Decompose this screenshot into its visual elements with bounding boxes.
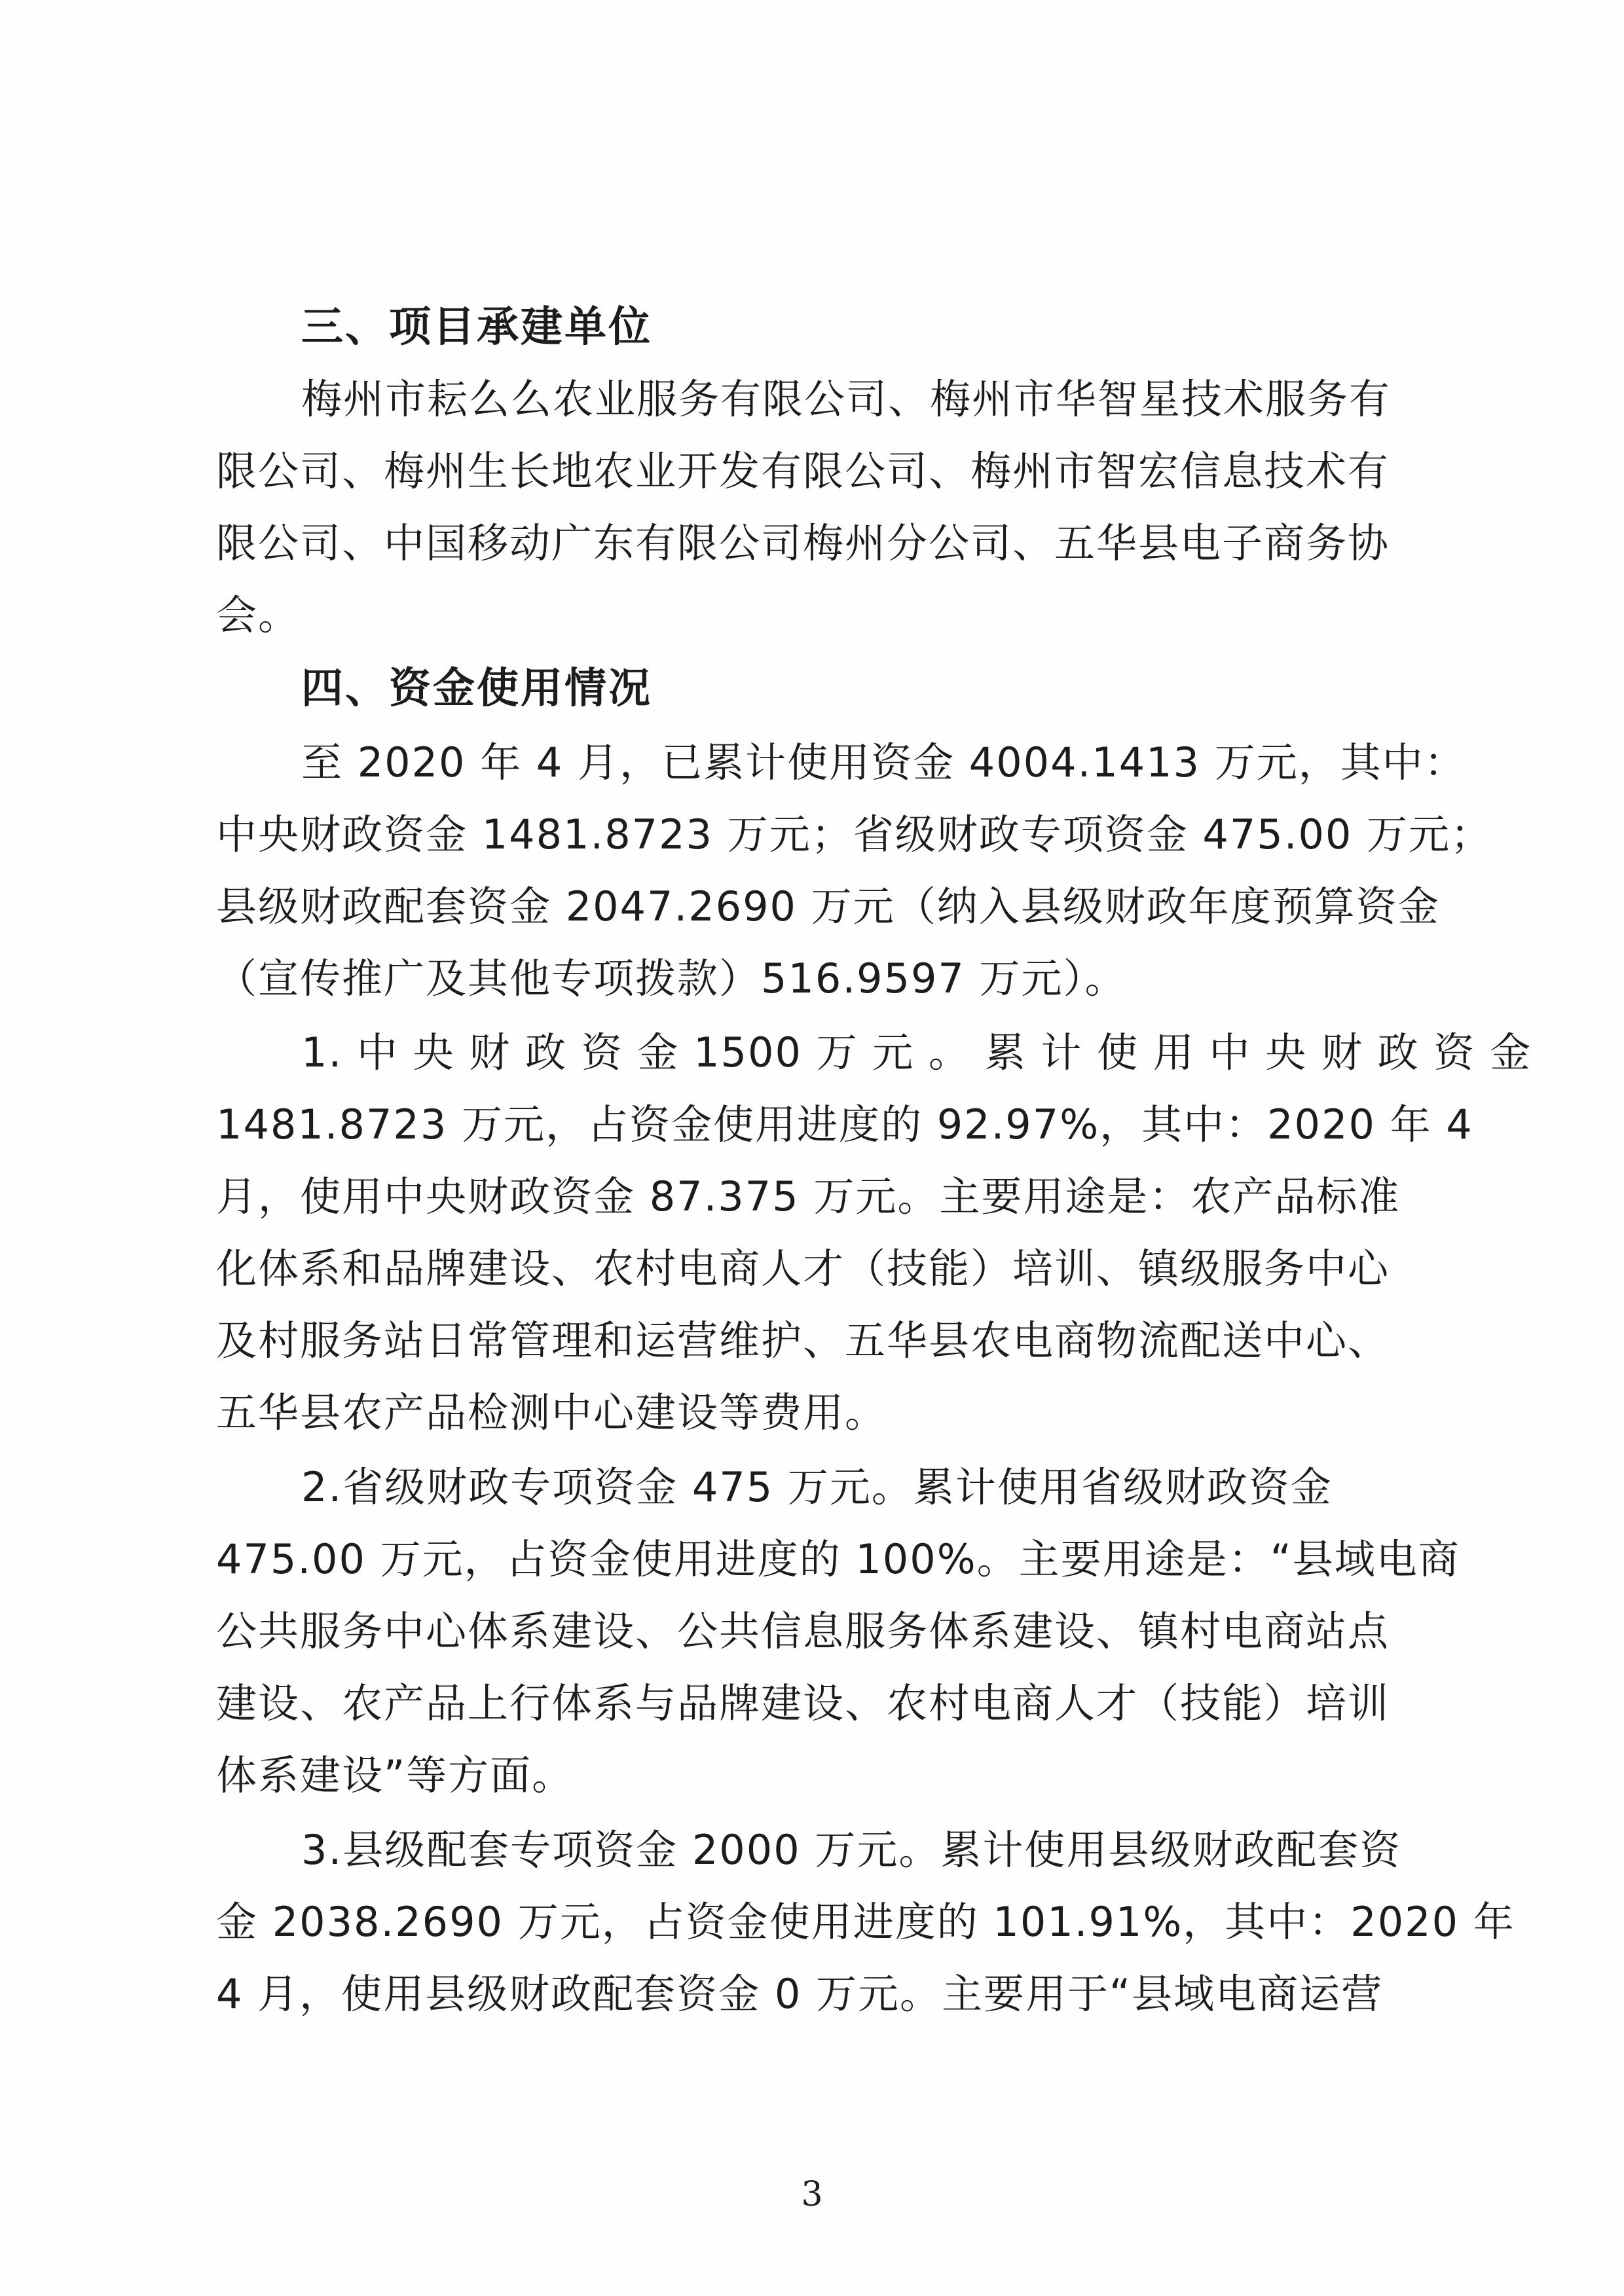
item-1-line-5: 及村服务站日常管理和运营维护、五华县农电商物流配送中心、 <box>216 1317 1390 1364</box>
section-3-line-1: 梅州市耘么么农业服务有限公司、梅州市华智星技术服务有 <box>301 375 1392 423</box>
item-2-line-5: 体系建设”等方面。 <box>216 1751 574 1799</box>
summary-line-3: 县级财政配套资金 2047.2690 万元（纳入县级财政年度预算资金 <box>216 883 1440 930</box>
item-1-line-6: 五华县农产品检测中心建设等费用。 <box>216 1389 887 1436</box>
item-1-line-3: 月，使用中央财政资金 87.375 万元。主要用途是：农产品标准 <box>216 1173 1401 1220</box>
item-2-line-2: 475.00 万元，占资金使用进度的 100%。主要用途是：“县域电商 <box>216 1535 1460 1583</box>
item-2-line-1: 2.省级财政专项资金 475 万元。累计使用省级财政资金 <box>301 1463 1333 1511</box>
item-3-line-3: 4 月，使用县级财政配套资金 0 万元。主要用于“县域电商运营 <box>216 1970 1384 2018</box>
section-3-line-3: 限公司、中国移动广东有限公司梅州分公司、五华县电子商务协 <box>216 519 1390 567</box>
item-1-line-4: 化体系和品牌建设、农村电商人才（技能）培训、镇级服务中心 <box>216 1245 1390 1292</box>
item-2-line-4: 建设、农产品上行体系与品牌建设、农村电商人才（技能）培训 <box>216 1679 1390 1727</box>
item-3-line-1: 3.县级配套专项资金 2000 万元。累计使用县级财政配套资 <box>301 1826 1402 1874</box>
section-3-line-4: 会。 <box>216 591 301 639</box>
section-3-line-2: 限公司、梅州生长地农业开发有限公司、梅州市智宏信息技术有 <box>216 447 1390 495</box>
page-number: 3 <box>801 2175 823 2214</box>
item-1-line-1: 1. 中 央 财 政 资 金 1500 万 元 。 累 计 使 用 中 央 财 政 资 金 <box>301 1029 1532 1076</box>
section-3-heading: 三、项目承建单位 <box>301 303 652 352</box>
item-3-line-2: 金 2038.2690 万元，占资金使用进度的 101.91%，其中：2020 年 <box>216 1898 1515 1946</box>
summary-line-4: （宣传推广及其他专项拨款）516.9597 万元）。 <box>216 955 1127 1002</box>
summary-line-1: 至 2020 年 4 月，已累计使用资金 4004.1413 万元，其中： <box>301 738 1466 786</box>
section-4-heading: 四、资金使用情况 <box>301 665 652 713</box>
item-1-line-2: 1481.8723 万元，占资金使用进度的 92.97%，其中：2020 年 4 <box>216 1101 1473 1148</box>
summary-line-2: 中央财政资金 1481.8723 万元；省级财政专项资金 475.00 万元； <box>216 811 1493 858</box>
item-2-line-3: 公共服务中心体系建设、公共信息服务体系建设、镇村电商站点 <box>216 1607 1390 1655</box>
